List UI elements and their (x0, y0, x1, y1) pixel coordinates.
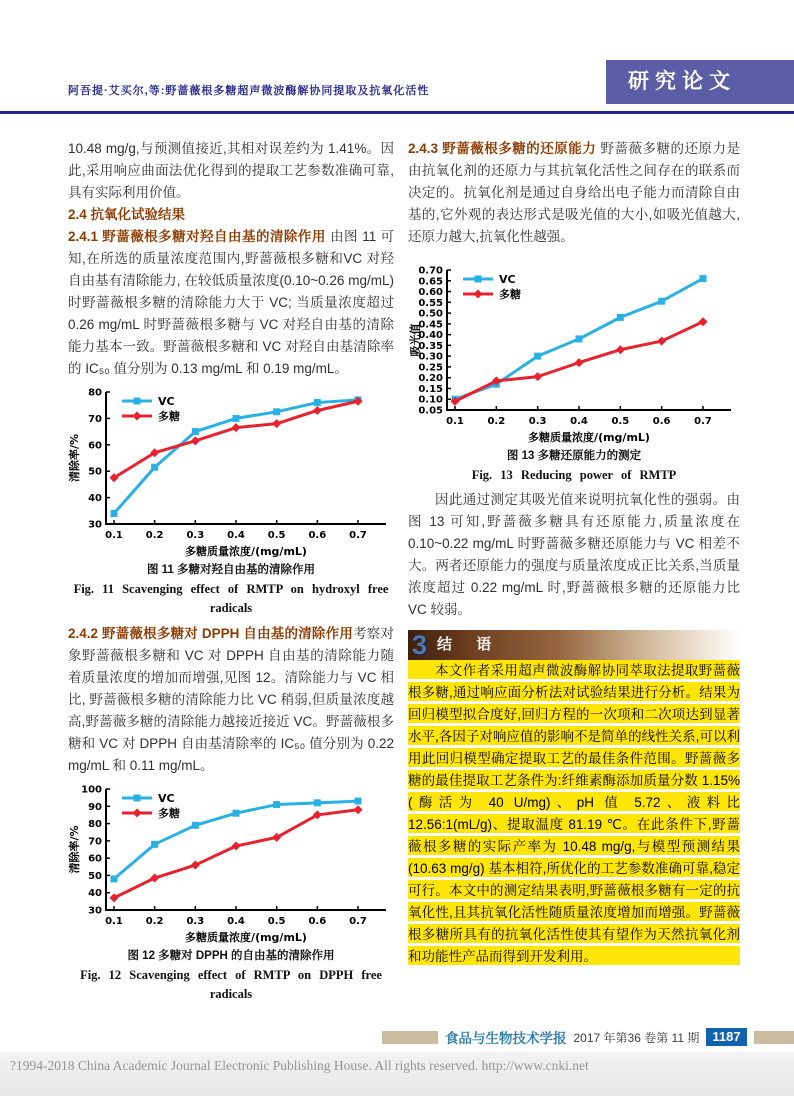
svg-text:0.1: 0.1 (105, 916, 123, 927)
svg-text:0.10: 0.10 (418, 394, 443, 406)
journal-footer-line (382, 1028, 744, 1046)
svg-text:多糖质量浓度/(mg/mL): 多糖质量浓度/(mg/mL) (185, 545, 307, 558)
svg-text:30: 30 (88, 905, 102, 917)
svg-text:VC: VC (499, 273, 516, 286)
svg-text:VC: VC (158, 792, 175, 805)
svg-text:60: 60 (88, 440, 102, 452)
svg-text:0.60: 0.60 (418, 287, 443, 299)
svg-text:0.20: 0.20 (418, 373, 443, 385)
svg-text:40: 40 (88, 493, 102, 505)
figure-13-caption-zh: 图 13 多糖还原能力的测定 (506, 450, 642, 462)
svg-text:0.5: 0.5 (611, 416, 630, 427)
svg-text:0.6: 0.6 (308, 530, 327, 541)
intro-paragraph: 10.48 mg/g,与预测值接近,其相对误差约为 1.41%。因此,采用响应曲面法优化得到的提取工艺参数准确可靠,具有实际利用价值。 (68, 141, 394, 200)
section-3-header-bar (408, 630, 740, 660)
svg-text:100: 100 (81, 784, 102, 796)
svg-text:0.15: 0.15 (418, 383, 443, 395)
article-type-badge: 研究论文 (606, 60, 794, 104)
svg-text:VC: VC (158, 395, 175, 408)
right-column (408, 138, 740, 968)
copyright-text: ?1994-2018 China Academic Journal Electronic Publishing House. All rights reserved. http://www.cnki.net (10, 1058, 589, 1073)
section-2-4-3-heading: 2.4.3 野蔷薇根多糖的还原能力 (408, 141, 597, 156)
svg-text:多糖: 多糖 (499, 288, 521, 301)
section-2-4-1-paragraph (68, 226, 394, 380)
svg-text:0.3: 0.3 (528, 416, 547, 427)
running-title: 阿吾提·艾买尔,等:野蔷薇根多糖超声微波酶解协同提取及抗氧化活性 (68, 85, 430, 97)
svg-text:0.4: 0.4 (227, 916, 245, 927)
issue-info: 2017 年第36 卷第 11 期 (573, 1030, 700, 1045)
section-2-4-1-body: 由图 11 可知,在所选的质量浓度范围内,野蔷薇根多糖和VC 对羟自由基有清除能力, 在较低质量浓度(0.10~0.26 mg/mL) 时野蔷薇根多糖的清除能力大于 VC; 当质量浓度超过 0.26 mg/mL 时野蔷薇根多糖与 VC 对羟自由基的清除能力基本一致。野蔷薇根多糖和 VC 对羟自由基清除率的 IC₅₀ 值分别为 0.13 mg/mL 和 0.19 mg/mL。 (68, 229, 394, 376)
section-3-number: 3 (412, 630, 428, 660)
copyright-band (0, 1052, 794, 1096)
figure-11-chart (68, 384, 394, 558)
svg-text:0.5: 0.5 (267, 916, 286, 927)
svg-text:清除率/%: 清除率/% (68, 825, 81, 874)
page-number-badge: 1187 (706, 1028, 746, 1046)
section-2-4-3-body: 野蔷薇多糖的还原力是由抗氧化剂的还原力与其抗氧化活性之间存在的联系而决定的。抗氧化剂是通过自身给出电子能力而清除自由基的,它外观的表达形式是吸光值的大小,如吸光值越大,还原力越大,抗氧化性越强。 (408, 141, 740, 244)
svg-text:0.25: 0.25 (418, 362, 443, 374)
svg-text:0.1: 0.1 (105, 530, 123, 541)
left-column (68, 138, 394, 1008)
section-2-4-heading: 2.4 抗氧化试验结果 (68, 207, 186, 222)
figure-11-caption-en: Fig. 11 Scavenging effect of RMTP on hydroxyl free radicals (73, 582, 389, 615)
svg-text:0.65: 0.65 (418, 276, 443, 288)
svg-text:清除率/%: 清除率/% (68, 433, 81, 483)
footer-left-bar (382, 1031, 438, 1044)
svg-text:60: 60 (88, 853, 102, 865)
svg-text:0.70: 0.70 (418, 265, 443, 277)
svg-text:吸光值: 吸光值 (409, 323, 422, 357)
svg-text:0.7: 0.7 (694, 416, 712, 427)
footer-right-bar (754, 1031, 794, 1044)
svg-text:0.3: 0.3 (186, 530, 205, 541)
svg-text:0.5: 0.5 (267, 530, 286, 541)
reducing-power-paragraph: 因此通过测定其吸光值来说明抗氧化性的强弱。由图 13 可知,野蔷薇多糖具有还原能力,质量浓度在 0.10~0.22 mg/mL 时野蔷薇多糖还原能力与 VC 相差不大。两者还原能力的强度与质量浓度成正比关系,当质量浓度超过 0.22 mg/mL 时,野蔷薇根多糖的还原能力比 VC 较弱。 (408, 492, 740, 617)
section-3-title: 结 语 (437, 636, 502, 653)
figure-12-chart (68, 781, 394, 944)
svg-text:50: 50 (88, 466, 102, 478)
figure-11-caption-zh: 图 11 多糖对羟自由基的清除作用 (146, 564, 316, 576)
svg-text:多糖质量浓度/(mg/mL): 多糖质量浓度/(mg/mL) (185, 931, 307, 944)
svg-text:多糖: 多糖 (158, 807, 180, 820)
svg-text:0.7: 0.7 (349, 530, 367, 541)
svg-text:0.3: 0.3 (186, 916, 205, 927)
svg-text:0.7: 0.7 (349, 916, 367, 927)
svg-text:0.4: 0.4 (227, 530, 245, 541)
svg-text:0.50: 0.50 (418, 308, 443, 320)
svg-text:0.2: 0.2 (487, 416, 506, 427)
section-2-4-2-heading: 2.4.2 野蔷薇根多糖对 DPPH 自由基的清除作用 (68, 626, 354, 641)
svg-text:70: 70 (88, 413, 102, 425)
svg-text:80: 80 (88, 819, 102, 831)
svg-text:40: 40 (88, 888, 102, 900)
section-2-4-1-heading: 2.4.1 野蔷薇根多糖对羟自由基的清除作用 (68, 229, 326, 244)
svg-text:0.35: 0.35 (418, 340, 443, 352)
svg-text:0.40: 0.40 (418, 330, 443, 342)
header-rule (0, 111, 794, 114)
svg-text:多糖: 多糖 (158, 410, 180, 423)
conclusion-paragraph: 本文作者采用超声微波酶解协同萃取法提取野蔷薇根多糖,通过响应面分析法对试验结果进行分析。结果为回归模型拟合度好,回归方程的一次项和二次项达到显著水平,各因子对响应值的影响不是简单的线性关系,可以利用此回归模型确定提取工艺的最佳条件范围。野蔷薇多糖的最佳提取工艺条件为:纤维素酶添加质量分数 1.15%(酶活为 40 U/mg)、pH 值 5.72、液料比 12.56:1(mL/g)、提取温度 81.19 ℃。在此条件下,野蔷薇根多糖的实际产率为 10.48 mg/g,与模型预测结果(10.63 mg/g) 基本相符,所优化的工艺参数准确可靠,稳定可行。本文中的测定结果表明,野蔷薇根多糖有一定的抗氧化性,且其抗氧化活性随质量浓度增加而增强。野蔷薇根多糖所具有的抗氧化活性使其有望作为天然抗氧化剂和功能性产品而得到开发利用。 (408, 660, 740, 968)
section-2-4-2-body: 考察对象野蔷薇根多糖和 VC 对 DPPH 自由基的清除能力随着质量浓度的增加而增强,见图 12。清除能力与 VC 相比, 野蔷薇根多糖的清除能力比 VC 稍弱,但质量浓度越高,野蔷薇多糖的清除能力越接近接近 VC。野蔷薇根多糖和 VC 对 DPPH 自由基清除率的 IC₅₀ 值分别为 0.22 mg/mL 和 0.11 mg/mL。 (68, 626, 394, 773)
figure-13-chart (409, 262, 739, 444)
svg-text:0.45: 0.45 (418, 319, 443, 331)
svg-text:0.2: 0.2 (145, 916, 164, 927)
svg-text:90: 90 (88, 801, 102, 813)
journal-name: 食品与生物技术学报 (445, 1031, 567, 1046)
svg-text:多糖质量浓度/(mg/mL): 多糖质量浓度/(mg/mL) (528, 431, 650, 444)
figure-12-caption-en: Fig. 12 Scavenging effect of RMTP on DPPH free radicals (80, 968, 382, 1001)
section-2-4-3-paragraph (408, 138, 740, 248)
figure-13-caption-en: Fig. 13 Reducing power of RMTP (471, 468, 677, 482)
svg-text:0.6: 0.6 (652, 416, 671, 427)
svg-text:0.30: 0.30 (418, 351, 443, 363)
svg-text:0.05: 0.05 (418, 405, 443, 417)
figure-12-caption-zh: 图 12 多糖对 DPPH 的自由基的清除作用 (127, 950, 335, 962)
svg-text:50: 50 (88, 870, 102, 882)
svg-text:0.1: 0.1 (446, 416, 464, 427)
svg-text:30: 30 (88, 519, 102, 531)
svg-text:0.2: 0.2 (145, 530, 164, 541)
svg-text:80: 80 (88, 387, 102, 399)
svg-text:0.6: 0.6 (308, 916, 327, 927)
svg-text:0.55: 0.55 (418, 297, 443, 309)
svg-text:70: 70 (88, 836, 102, 848)
section-2-4-2-paragraph (68, 623, 394, 777)
svg-text:0.4: 0.4 (570, 416, 588, 427)
